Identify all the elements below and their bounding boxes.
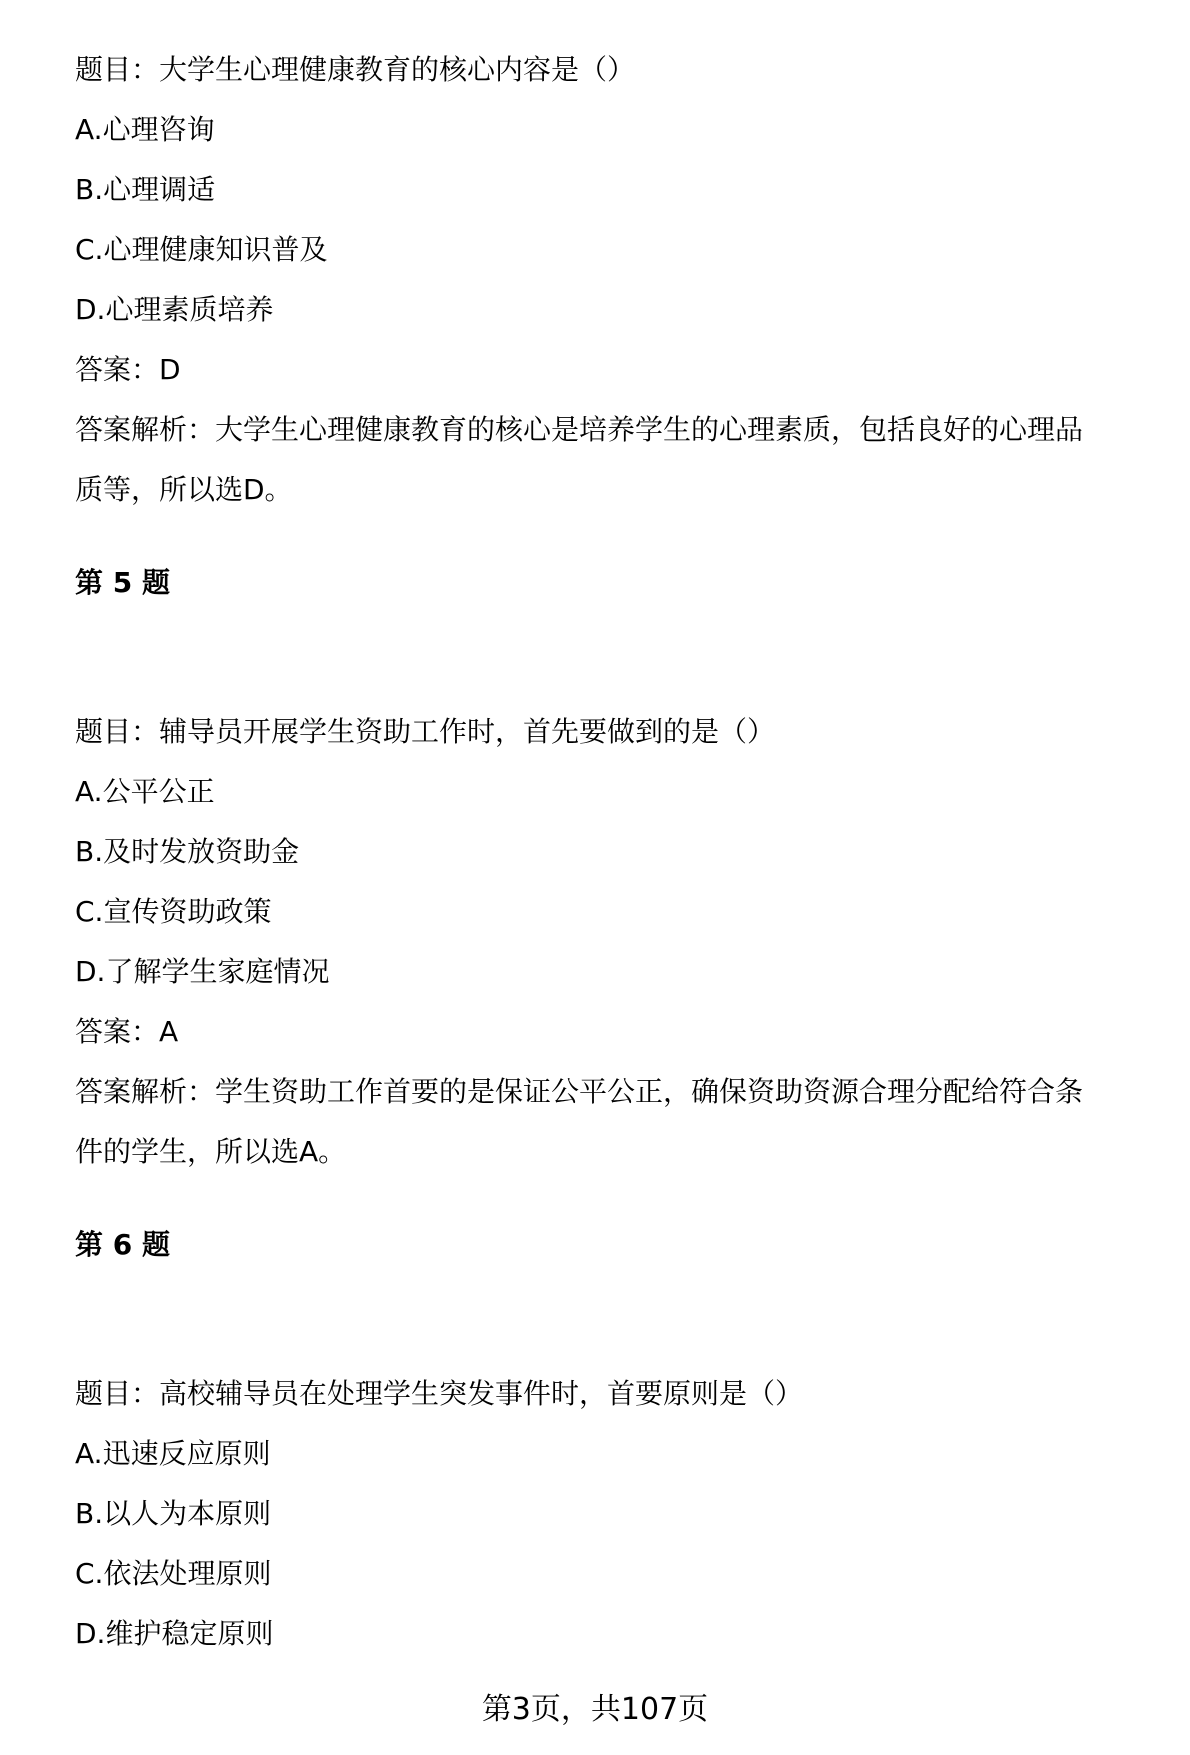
option-c: C.依法处理原则 (75, 1557, 272, 1590)
option-b: B.以人为本原则 (75, 1497, 272, 1530)
question-heading: 第 5 题 (75, 566, 170, 599)
answer-explanation-cont: 质等，所以选D。 (75, 473, 293, 506)
option-d: D.心理素质培养 (75, 293, 274, 326)
option-a: A.心理咨询 (75, 113, 215, 146)
option-b: B.心理调适 (75, 173, 216, 206)
page-number-footer: 第3页，共107页 (481, 1692, 709, 1727)
option-d: D.维护稳定原则 (75, 1617, 274, 1650)
question-stem: 题目：高校辅导员在处理学生突发事件时，首要原则是（） (75, 1377, 804, 1410)
option-b: B.及时发放资助金 (75, 835, 300, 868)
question-heading: 第 6 题 (75, 1228, 170, 1261)
option-a: A.迅速反应原则 (75, 1437, 271, 1470)
option-d: D.了解学生家庭情况 (75, 955, 330, 988)
option-c: C.心理健康知识普及 (75, 233, 328, 266)
option-a: A.公平公正 (75, 775, 215, 808)
answer-explanation-cont: 件的学生，所以选A。 (75, 1135, 347, 1168)
answer-explanation: 答案解析：大学生心理健康教育的核心是培养学生的心理素质，包括良好的心理品 (75, 413, 1084, 446)
answer: 答案：D (75, 353, 181, 386)
question-stem: 题目：辅导员开展学生资助工作时，首先要做到的是（） (75, 715, 776, 748)
answer: 答案：A (75, 1015, 179, 1048)
answer-explanation: 答案解析：学生资助工作首要的是保证公平公正，确保资助资源合理分配给符合条 (75, 1075, 1084, 1108)
question-stem: 题目：大学生心理健康教育的核心内容是（） (75, 53, 636, 86)
option-c: C.宣传资助政策 (75, 895, 272, 928)
